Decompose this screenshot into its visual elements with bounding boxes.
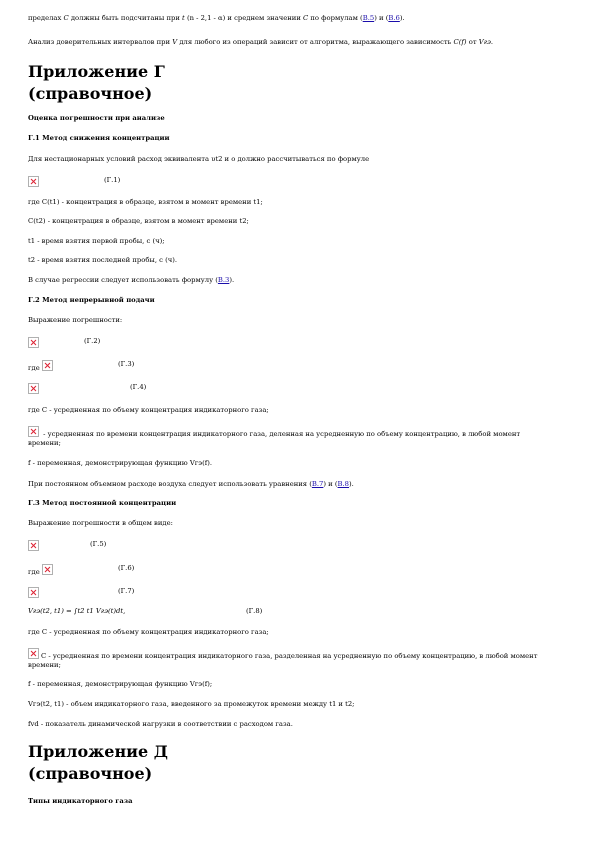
text: для любого из операций зависит от алгоритма, выражающего зависимость: [177, 38, 454, 46]
section-g3-c: где C - усредненная по объему концентрация индикаторного газа;: [28, 628, 269, 636]
link-b7[interactable]: В.7: [311, 480, 324, 488]
text: C: [303, 14, 309, 22]
text: C - усредненная по времени концентрация индикаторного газа, разделенная на усредненную по объему концентрацию, в любой момент времени;: [28, 652, 538, 669]
text: ) и (: [323, 480, 338, 488]
equation-g6: [28, 564, 135, 577]
text: по формулам (: [308, 14, 363, 22]
text: Vгэ(t2, t1) = ∫t2 t1 Vгэ(t)dt,: [28, 607, 126, 615]
text: - усредненная по времени концентрация индикаторного газа, деленная на усредненную по объему концентрацию, в любой момент времени;: [28, 430, 521, 447]
equation-number: (Г.2): [84, 337, 101, 345]
link-b6[interactable]: В.6: [388, 14, 400, 22]
equation-number: (Г.4): [130, 383, 147, 391]
where-line-2: C(t2) - концентрация в образце, взятом в момент времени t2;: [28, 217, 249, 225]
equation-g4: [28, 383, 147, 396]
regression-note: [28, 276, 234, 285]
equation-g8: [28, 607, 263, 616]
section-g3-image-desc: [28, 648, 548, 670]
where-line-1: где C(t1) - концентрация в образце, взятом в момент времени t1;: [28, 198, 263, 206]
equation-number: (Г.1): [104, 176, 121, 184]
top-paragraph-2: [28, 38, 493, 47]
equation-g3: [28, 360, 135, 373]
section-g3-title: Г.3 Метод постоянной концентрации: [28, 499, 177, 507]
section-g2-image-desc: [28, 426, 548, 448]
broken-image-icon: [28, 540, 39, 551]
appendix-g-heading: Оценка погрешности при анализе: [28, 114, 165, 122]
equation-g2: [28, 337, 101, 350]
equation-number: (Г.7): [118, 587, 135, 595]
where-line-4: t2 - время взятия последней пробы, с (ч).: [28, 256, 178, 264]
section-g2-f: f - переменная, демонстрирующая функцию Vгэ(f).: [28, 459, 213, 467]
text: должны быть подсчитаны при: [68, 14, 183, 22]
text: ) и (: [374, 14, 389, 22]
section-g1-title: Г.1 Метод снижения концентрации: [28, 134, 170, 142]
equation-g5: [28, 540, 107, 553]
equation-g1: [28, 176, 121, 189]
section-g3-v: Vгэ(t2, t1) - объем индикаторного газа, введенного за промежуток времени между t1 и t2;: [28, 700, 355, 708]
text: ).: [349, 480, 354, 488]
link-b5[interactable]: В.5: [362, 14, 375, 22]
section-g2-intro: Выражение погрешности:: [28, 316, 123, 324]
section-g3-f: f - переменная, демонстрирующая функцию Vгэ(f);: [28, 680, 213, 688]
broken-image-icon: [28, 648, 39, 659]
text: от: [466, 38, 479, 46]
broken-image-icon: [42, 360, 53, 371]
text: V: [172, 38, 178, 46]
section-g2-title: Г.2 Метод непрерывной подачи: [28, 296, 155, 304]
appendix-d-heading: Типы индикаторного газа: [28, 797, 133, 805]
appendix-g-title: Приложение Г: [28, 62, 165, 81]
text: C: [63, 14, 69, 22]
equation-number: (Г.8): [246, 607, 263, 615]
text: (n - 2,1 - α) и среднем значении: [184, 14, 304, 22]
text: В случае регрессии следует использовать формулу (: [28, 276, 218, 284]
text: t: [182, 14, 185, 22]
section-g3-intro: Выражение погрешности в общем виде:: [28, 519, 173, 527]
top-paragraph-1: [28, 14, 405, 23]
broken-image-icon: [28, 587, 39, 598]
section-g2-const: [28, 480, 354, 489]
equation-number: (Г.3): [118, 360, 135, 368]
equation-number: (Г.5): [90, 540, 107, 548]
text: где: [28, 568, 40, 576]
broken-image-icon: [28, 383, 39, 394]
text: При постоянном объемном расходе воздуха следует использовать уравнения (: [28, 480, 312, 488]
text: Анализ доверительных интервалов при: [28, 38, 173, 46]
text: ).: [399, 14, 405, 22]
link-b3[interactable]: В.3: [217, 276, 230, 284]
text: пределах: [28, 14, 64, 22]
appendix-d-subtitle-label: (справочное): [28, 764, 153, 783]
link-b8[interactable]: В.8: [337, 480, 350, 488]
equation-number: (Г.6): [118, 564, 135, 572]
broken-image-icon: [28, 426, 39, 437]
equation-g7: [28, 587, 135, 600]
where-line-3: t1 - время взятия первой пробы, с (ч);: [28, 237, 165, 245]
appendix-d-title: Приложение Д: [28, 742, 169, 761]
text: ).: [229, 276, 235, 284]
section-g3-k: fvd - показатель динамической нагрузки в соответствии с расходом газа.: [28, 720, 293, 728]
section-g1-intro: Для нестационарных условий расход эквивалента υt2 и o должно рассчитываться по формуле: [28, 155, 370, 163]
text: где: [28, 364, 40, 372]
broken-image-icon: [28, 337, 39, 348]
text: C(f): [453, 38, 467, 46]
text: .: [490, 38, 494, 46]
section-g2-c: где C - усредненная по объему концентрация индикаторного газа;: [28, 406, 269, 414]
broken-image-icon: [42, 564, 53, 575]
appendix-g-subtitle-label: (справочное): [28, 84, 153, 103]
text: Vгэ: [478, 38, 491, 46]
broken-image-icon: [28, 176, 39, 187]
